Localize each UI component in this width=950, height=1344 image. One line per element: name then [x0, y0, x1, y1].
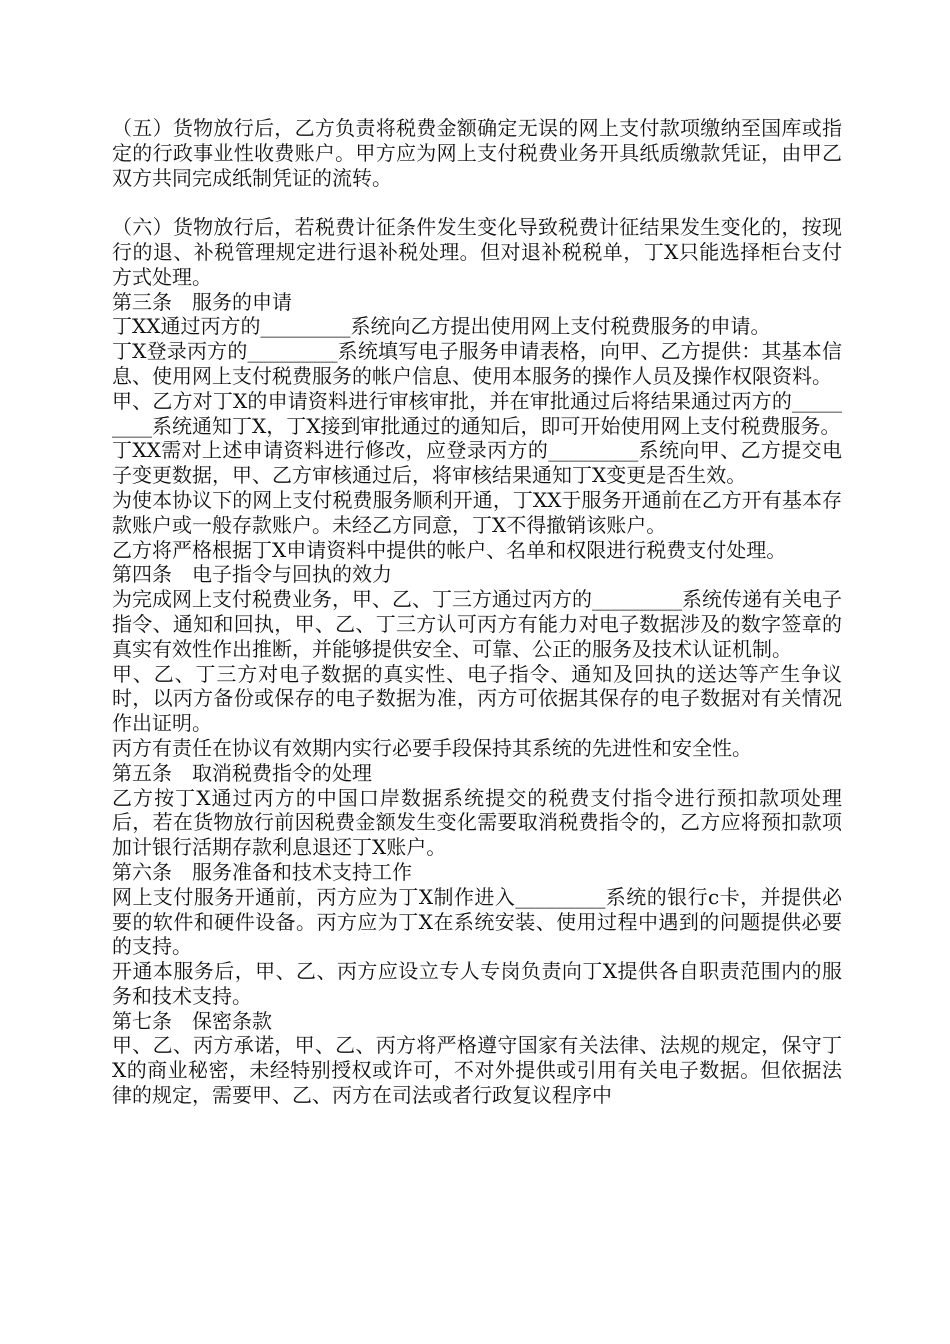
article-heading: 第四条 电子指令与回执的效力 — [112, 562, 392, 587]
body-paragraph: 乙方按丁X通过丙方的中国口岸数据系统提交的税费支付指令进行预扣款项处理后，若在货物放行前因税费金额发生变化需要取消税费指令的，乙方应将预扣款项加计银行活期存款利息退还丁X账户。 — [112, 785, 842, 860]
body-paragraph: 丁X登录丙方的_________系统填写电子服务申请表格，向甲、乙方提供：其基本信息、使用网上支付税费服务的帐户信息、使用本服务的操作人员及操作权限资料。 — [112, 339, 842, 388]
article-heading: 第三条 服务的申请 — [112, 289, 292, 314]
body-paragraph: 甲、乙方对丁X的申请资料进行审核审批，并在审批通过后将结果通过丙方的_________系统通知丁X，丁X接到审批通过的通知后，即可开始使用网上支付税费服务。 — [112, 388, 842, 438]
body-paragraph: 丙方有责任在协议有效期内实行必要手段保持其系统的先进性和安全性。 — [112, 735, 752, 760]
body-paragraph: （六）货物放行后，若税费计征条件发生变化导致税费计征结果发生变化的，按现行的退、补税管理规定进行退补税处理。但对退补税税单，丁X只能选择柜台支付方式处理。 — [112, 215, 842, 289]
body-paragraph: 丁XX需对上述申请资料进行修改，应登录丙方的_________系统向甲、乙方提交电子变更数据，甲、乙方审核通过后，将审核结果通知丁X变更是否生效。 — [112, 438, 842, 488]
body-paragraph: 网上支付服务开通前，丙方应为丁X制作进入_________系统的银行c卡，并提供必要的软件和硬件设备。丙方应为丁X在系统安装、使用过程中遇到的问题提供必要的支持。 — [112, 884, 842, 959]
article-heading: 第六条 服务准备和技术支持工作 — [112, 859, 412, 884]
article-heading: 第七条 保密条款 — [112, 1008, 272, 1033]
body-paragraph: 甲、乙、丁三方对电子数据的真实性、电子指令、通知及回执的送达等产生争议时，以丙方备份或保存的电子数据为准，丙方可依据其保存的电子数据对有关情况作出证明。 — [112, 661, 842, 736]
body-paragraph: 甲、乙、丙方承诺，甲、乙、丙方将严格遵守国家有关法律、法规的规定，保守丁X的商业秘密，未经特别授权或许可，不对外提供或引用有关电子数据。但依据法律的规定，需要甲、乙、丙方在司法或者行政复议程序中 — [112, 1033, 842, 1108]
body-paragraph: 为完成网上支付税费业务，甲、乙、丁三方通过丙方的_________系统传递有关电子指令、通知和回执，甲、乙、丁三方认可丙方有能力对电子数据涉及的数字签章的真实有效性作出推断，并能够提供安全、可靠、公正的服务及技术认证机制。 — [112, 587, 842, 661]
body-paragraph: 丁XX通过丙方的_________系统向乙方提出使用网上支付税费服务的申请。 — [112, 314, 771, 339]
paragraph-spacer — [112, 190, 842, 215]
article-heading: 第五条 取消税费指令的处理 — [112, 760, 372, 785]
body-paragraph: 乙方将严格根据丁X申请资料中提供的帐户、名单和权限进行税费支付处理。 — [112, 537, 787, 562]
document-page — [112, 116, 842, 1108]
body-paragraph: 开通本服务后，甲、乙、丙方应设立专人专岗负责向丁X提供各自职责范围内的服务和技术支持。 — [112, 959, 842, 1008]
body-paragraph: 为使本协议下的网上支付税费服务顺利开通，丁XX于服务开通前在乙方开有基本存款账户或一般存款账户。未经乙方同意，丁X不得撤销该账户。 — [112, 487, 842, 537]
body-paragraph: （五）货物放行后，乙方负责将税费金额确定无误的网上支付款项缴纳至国库或指定的行政事业性收费账户。甲方应为网上支付税费业务开具纸质缴款凭证，由甲乙双方共同完成纸制凭证的流转。 — [112, 116, 842, 190]
